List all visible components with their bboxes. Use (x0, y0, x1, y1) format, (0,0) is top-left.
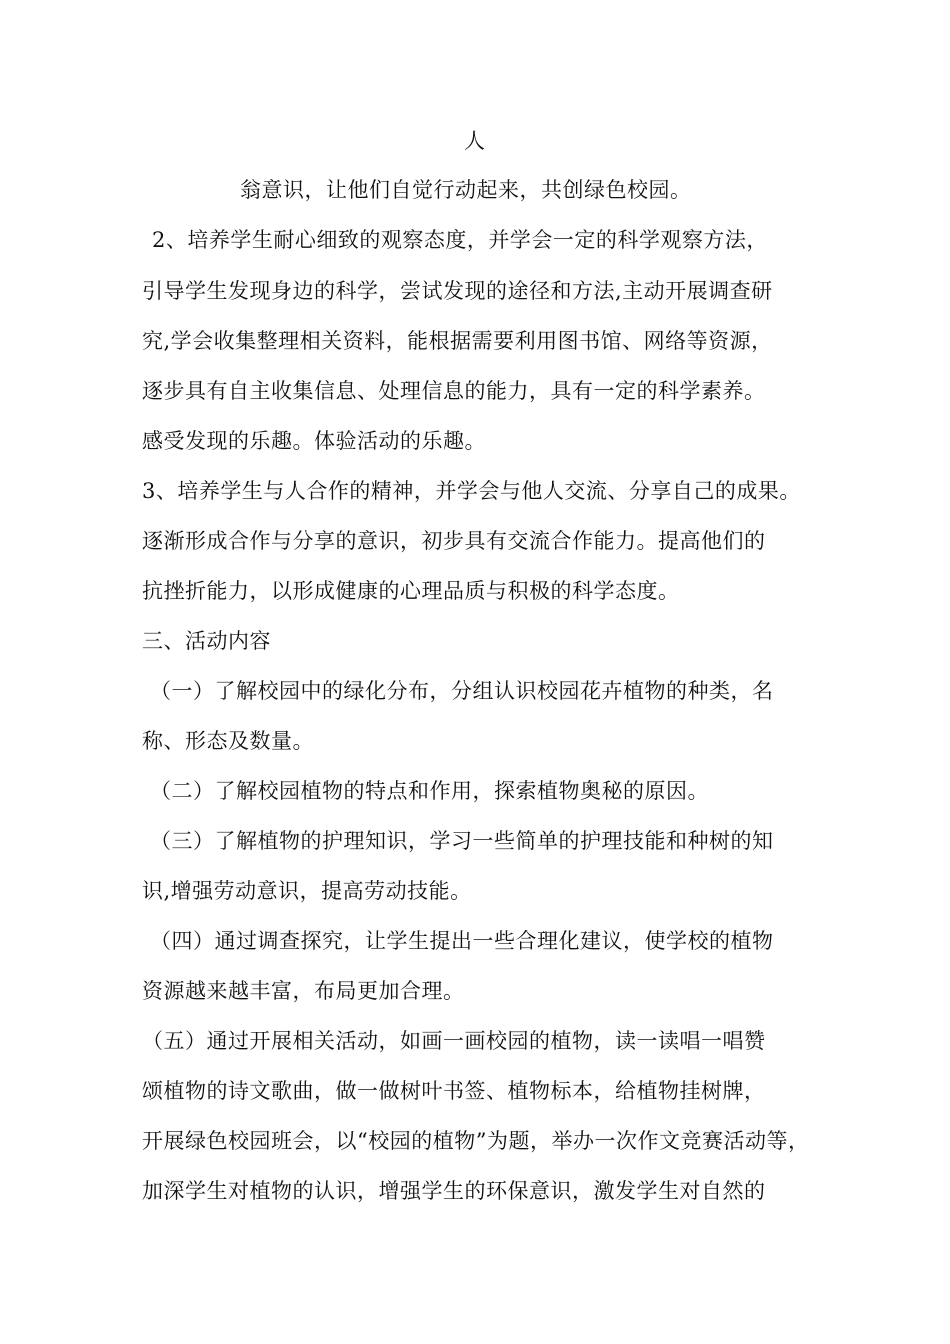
paragraph-line: 引导学生发现身边的科学，尝试发现的途径和方法,主动开展调查研 (142, 279, 773, 303)
content-item-3-line: （三）了解植物的护理知识，学习一些简单的护理技能和种树的知 (150, 829, 774, 853)
paragraph-line: 究,学会收集整理相关资料，能根据需要利用图书馆、网络等资源， (142, 329, 773, 353)
paragraph-line: 开展绿色校园班会，以“校园的植物”为题，举办一次作文竞赛活动等， (142, 1129, 810, 1153)
content-item-2-line: （二）了解校园植物的特点和作用，探索植物奥秘的原因。 (150, 779, 709, 803)
content-item-4-line: （四）通过调查探究，让学生提出一些合理化建议，使学校的植物 (150, 929, 774, 953)
paragraph-line: 识,增强劳动意识，提高劳动技能。 (142, 879, 472, 903)
paragraph-line: 感受发现的乐趣。体验活动的乐趣。 (142, 429, 486, 453)
paragraph-line: 逐渐形成合作与分享的意识，初步具有交流合作能力。提高他们的 (142, 529, 766, 553)
heading-fragment: 人 (464, 129, 486, 153)
paragraph-line: 抗挫折能力，以形成健康的心理品质与积极的科学态度。 (142, 579, 680, 603)
paragraph-line: 加深学生对植物的认识，增强学生的环保意识，激发学生对自然的 (142, 1179, 766, 1203)
content-item-5-line: （五）通过开展相关活动，如画一画校园的植物，读一读唱一唱赞 (142, 1029, 766, 1053)
paragraph-line: 翁意识，让他们自觉行动起来，共创绿色校园。 (240, 178, 692, 202)
content-item-1-line: （一）了解校园中的绿化分布，分组认识校园花卉植物的种类，名 (150, 679, 774, 703)
paragraph-line: 称、形态及数量。 (142, 729, 314, 753)
list-item-3-line: 3、培养学生与人合作的精神，并学会与他人交流、分享自己的成果。 (142, 479, 801, 503)
section-heading: 三、活动内容 (142, 629, 271, 653)
paragraph-line: 资源越来越丰富，布局更加合理。 (142, 979, 465, 1003)
paragraph-line: 颂植物的诗文歌曲，做一做树叶书签、植物标本，给植物挂树牌， (142, 1079, 766, 1103)
paragraph-line: 逐步具有自主收集信息、处理信息的能力，具有一定的科学素养。 (142, 379, 766, 403)
list-item-2-line: 2、培养学生耐心细致的观察态度，并学会一定的科学观察方法， (152, 228, 768, 252)
